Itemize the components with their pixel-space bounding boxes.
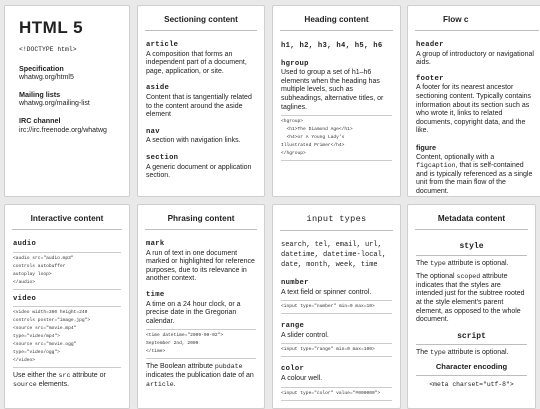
footer-tag: footer: [416, 74, 444, 83]
spec-link[interactable]: whatwg.org/html5: [19, 74, 74, 82]
aside-desc: Content that is tangentially related to the content around the aside element: [146, 93, 252, 119]
style-heading: style: [416, 239, 527, 256]
footer-desc: A footer for its nearest ancestor sectioning content. Typically contains information about its section such as who wrote it, links to related documents, copyright data, and the like.: [416, 84, 532, 135]
script-type-note: The type attribute is optional.: [416, 349, 509, 357]
input-types-card: [272, 204, 401, 409]
video-code: <video width=360 height=240 controls poster="image.jpg"> <source src="movie.mp4" type="video/mp4"> <source src="movie.ogg" type="video/ogg"> </video>: [13, 306, 121, 368]
range-code: <input type="range" min=0 max=100>: [281, 343, 392, 357]
nav-desc: A section with navigation links.: [146, 137, 241, 145]
spec-label: Specification: [19, 63, 64, 73]
color-tag: color: [281, 365, 305, 374]
script-heading: script: [416, 329, 527, 346]
nav-tag: nav: [146, 127, 160, 136]
video-tag: video: [13, 294, 37, 303]
interactive-card: [4, 204, 130, 409]
header-tag: header: [416, 41, 444, 49]
header-desc: A group of introductory or navigational aids.: [416, 50, 534, 67]
flow-card: [407, 5, 540, 197]
hgroup-code: <hgroup> <h1>The Diamond Age</h1> <h4>or A Young Lady's Illustrated Primer</h4> </hgroup>: [281, 115, 392, 161]
figure-desc: Content, optionally with a figcaption, that is self-contained and is typically referenced as a single unit from the main flow of the document.: [416, 153, 533, 195]
irc-link[interactable]: irc://irc.freenode.org/whatwg: [19, 126, 107, 134]
interactive-title: Interactive content: [12, 205, 122, 230]
section-tag: section: [146, 153, 179, 162]
mark-desc: A run of text in one document marked or highlighted for reference purposes, due to its relevance in another context.: [146, 249, 255, 283]
input-types-title: input types: [280, 205, 393, 231]
range-desc: A slider control.: [281, 331, 329, 339]
time-desc: A time on a 24 hour clock, or a precise date in the Gregorian calendar.: [146, 300, 241, 325]
pubdate-note: The Boolean attribute pubdate indicates the publication date of an article.: [146, 363, 254, 388]
color-code: <input type="color" value="#000000">: [281, 387, 392, 401]
charset-code: <meta charset="utf-8">: [429, 380, 514, 388]
sectioning-card: [137, 5, 265, 197]
hgroup-desc: Used to group a set of h1–h6 elements when the heading has multiple levels, such as subheadings, alternative titles, or taglines.: [281, 69, 384, 111]
media-note: Use either the src attribute or source elements.: [13, 372, 106, 388]
phrasing-title: Phrasing content: [145, 205, 257, 230]
irc-section: [19, 117, 115, 135]
heading-tags: h1, h2, h3, h4, h5, h6: [281, 42, 383, 50]
input-types-list: search, tel, email, url, datetime, datetime-local, date, month, week, time: [281, 241, 387, 269]
mark-tag: mark: [146, 240, 165, 248]
spec-section: [19, 65, 115, 83]
time-code: <time datetime="2009-09-02"> September 2nd, 2009 </time>: [146, 329, 256, 359]
mailing-link[interactable]: whatwg.org/mailing-list: [19, 100, 90, 108]
range-tag: range: [281, 322, 305, 331]
article-desc: A composition that forms an independent part of a document, page, application, or site.: [146, 50, 247, 75]
page-title: HTML 5: [19, 18, 84, 37]
charset-heading: Character encoding: [416, 361, 527, 376]
scoped-note: The optional scoped attribute indicates that the styles are intended just for the subtree rooted at the style element's parent element, as opposed to the whole document.: [416, 273, 525, 324]
color-desc: A colour well.: [281, 374, 323, 382]
figure-label: figure: [416, 142, 436, 152]
hgroup-tag: hgroup: [281, 59, 309, 68]
heading-title: Heading content: [280, 6, 393, 31]
audio-code: <audio src="audio.mp3" controls autobuffer autoplay loop> </audio>: [13, 252, 121, 290]
irc-label: IRC channel: [19, 115, 61, 125]
section-desc: A generic document or application section.: [146, 163, 252, 180]
heading-card: [272, 5, 401, 197]
doctype-code: <!DOCTYPE html>: [19, 46, 77, 53]
sectioning-title: Sectioning content: [145, 6, 257, 31]
mailing-section: [19, 91, 115, 109]
style-type-note: The type attribute is optional.: [416, 259, 509, 267]
title-card: [4, 5, 130, 197]
number-tag: number: [281, 279, 309, 287]
audio-tag: audio: [13, 240, 37, 248]
number-desc: A text field or spinner control.: [281, 288, 372, 296]
phrasing-card: [137, 204, 265, 409]
time-tag: time: [146, 290, 165, 299]
metadata-title: Metadata content: [415, 205, 528, 230]
metadata-card: [407, 204, 536, 409]
aside-tag: aside: [146, 84, 170, 93]
mailing-label: Mailing lists: [19, 89, 61, 99]
flow-title: Flow c: [415, 6, 539, 31]
number-code: <input type="number" min=0 max=10>: [281, 300, 392, 314]
article-tag: article: [146, 41, 179, 49]
